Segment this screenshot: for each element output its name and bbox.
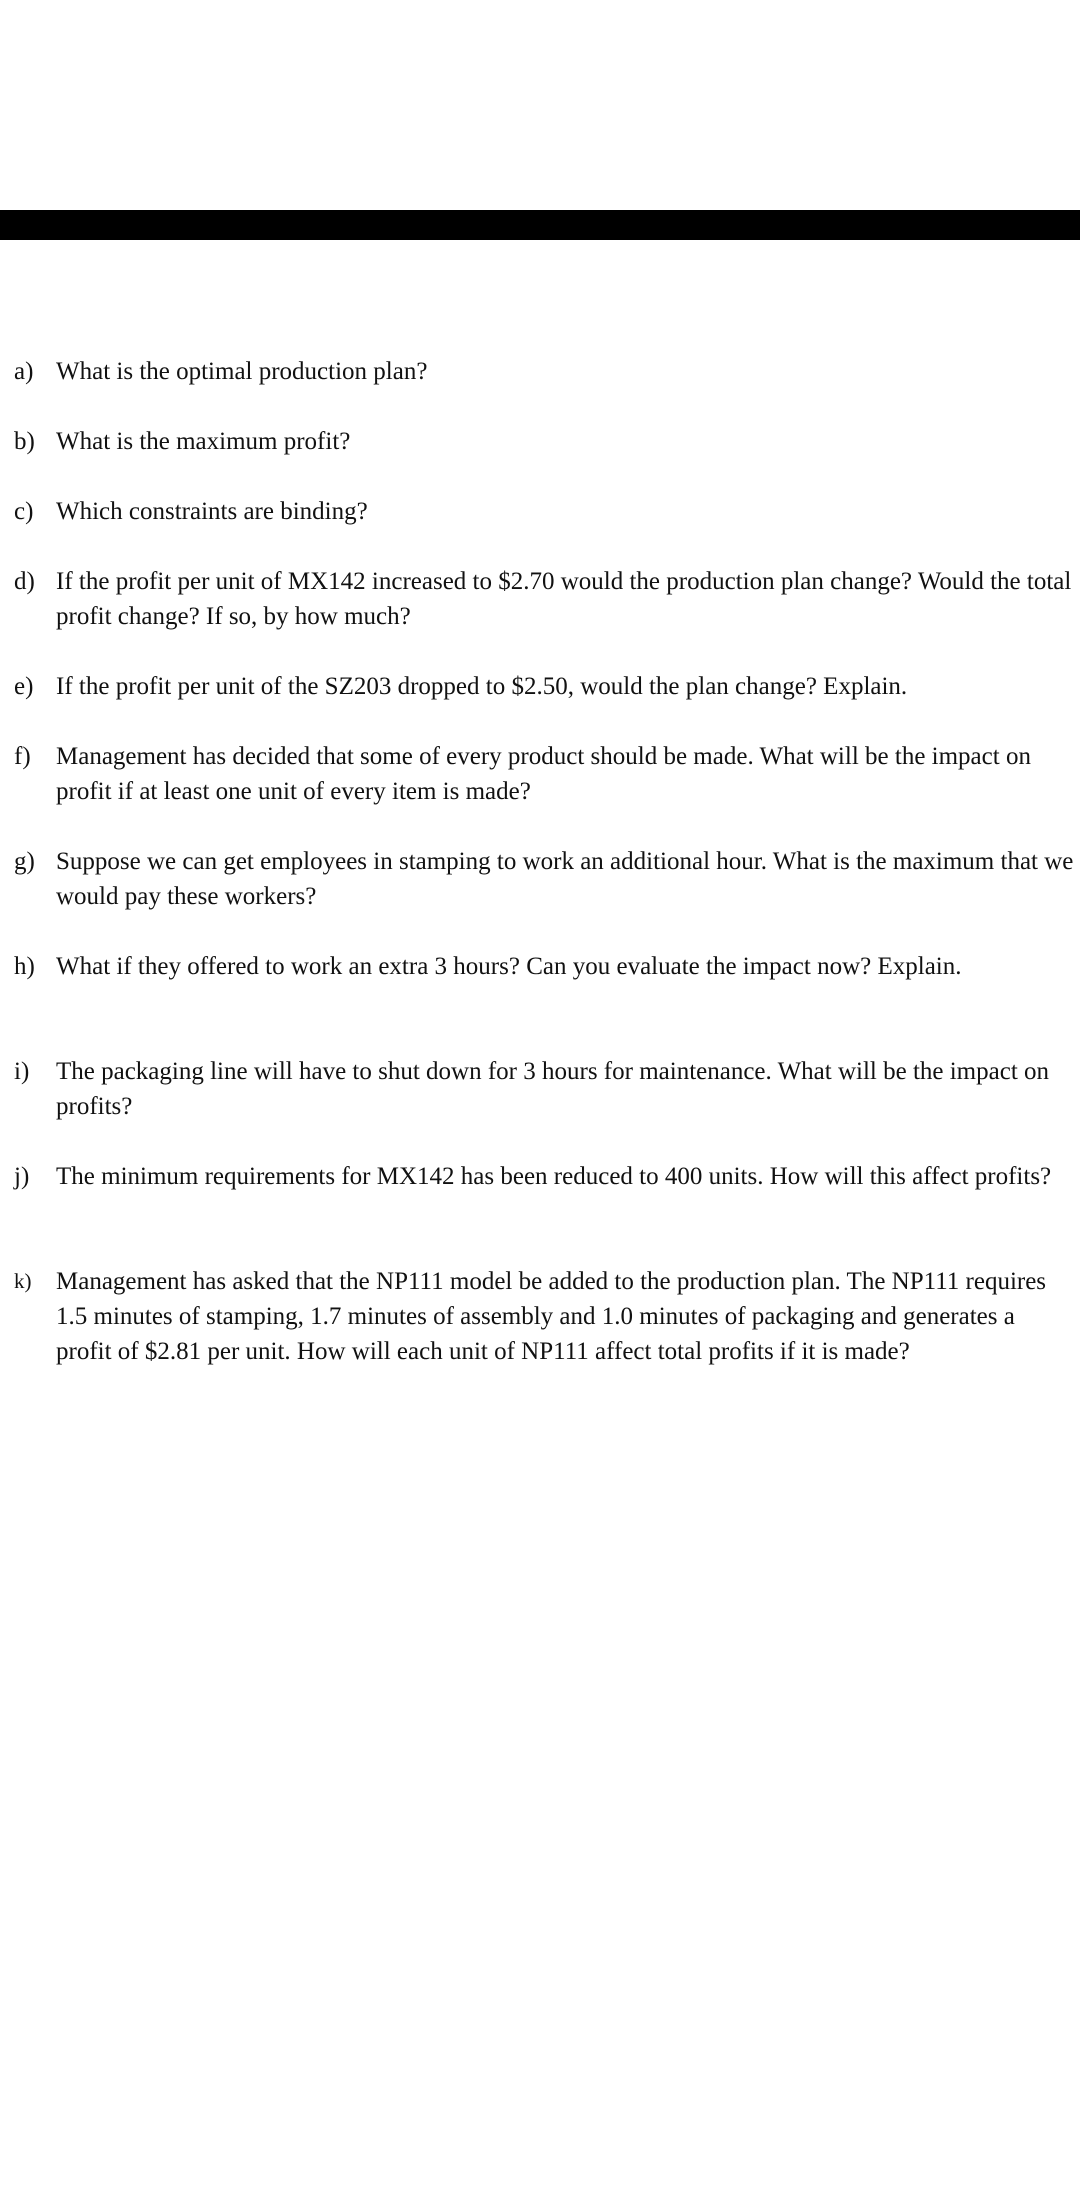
question-h	[14, 949, 1076, 984]
question-d	[14, 564, 1076, 634]
question-g	[14, 844, 1076, 914]
question-text: What is the maximum profit?	[56, 428, 351, 455]
question-label: f)	[14, 743, 31, 770]
question-label: a)	[14, 358, 34, 385]
question-text: What if they offered to work an extra 3 hours? Can you evaluate the impact now? Explain.	[56, 953, 962, 980]
question-text: Which constraints are binding?	[56, 498, 368, 525]
question-label: j)	[14, 1163, 30, 1190]
question-j	[14, 1159, 1076, 1194]
question-label: k)	[14, 1269, 32, 1293]
black-header-bar	[0, 210, 1080, 240]
question-b	[14, 424, 1076, 459]
question-f	[14, 739, 1076, 809]
question-a	[14, 354, 1076, 389]
question-c	[14, 494, 1076, 529]
question-text: The packaging line will have to shut down for 3 hours for maintenance. What will be the impact on profits?	[56, 1058, 1050, 1120]
question-i	[14, 1054, 1076, 1124]
question-text: What is the optimal production plan?	[56, 358, 428, 385]
question-text: The minimum requirements for MX142 has been reduced to 400 units. How will this affect profits?	[56, 1163, 1052, 1190]
question-text: Management has decided that some of every product should be made. What will be the impact on profit if at least one unit of every item is made?	[56, 743, 1031, 805]
question-label: b)	[14, 428, 35, 455]
question-label: e)	[14, 673, 34, 700]
question-label: h)	[14, 953, 35, 980]
question-text: Suppose we can get employees in stamping to work an additional hour. What is the maximum that we would pay these workers?	[56, 848, 1074, 910]
question-label: c)	[14, 498, 34, 525]
question-label: g)	[14, 848, 35, 875]
question-text: If the profit per unit of MX142 increased to $2.70 would the production plan change? Would the total profit change? If so, by how much?	[56, 568, 1072, 630]
question-text: Management has asked that the NP111 model be added to the production plan. The NP111 requires 1.5 minutes of stamping, 1.7 minutes of assembly and 1.0 minutes of packaging and generates a profit of $2.81 per unit. How will each unit of NP111 affect total profits if it is made?	[56, 1268, 1047, 1365]
question-label: i)	[14, 1058, 30, 1085]
question-k	[14, 1264, 1076, 1369]
question-e	[14, 669, 1076, 704]
question-label: d)	[14, 568, 35, 595]
question-text: If the profit per unit of the SZ203 dropped to $2.50, would the plan change? Explain.	[56, 673, 908, 700]
